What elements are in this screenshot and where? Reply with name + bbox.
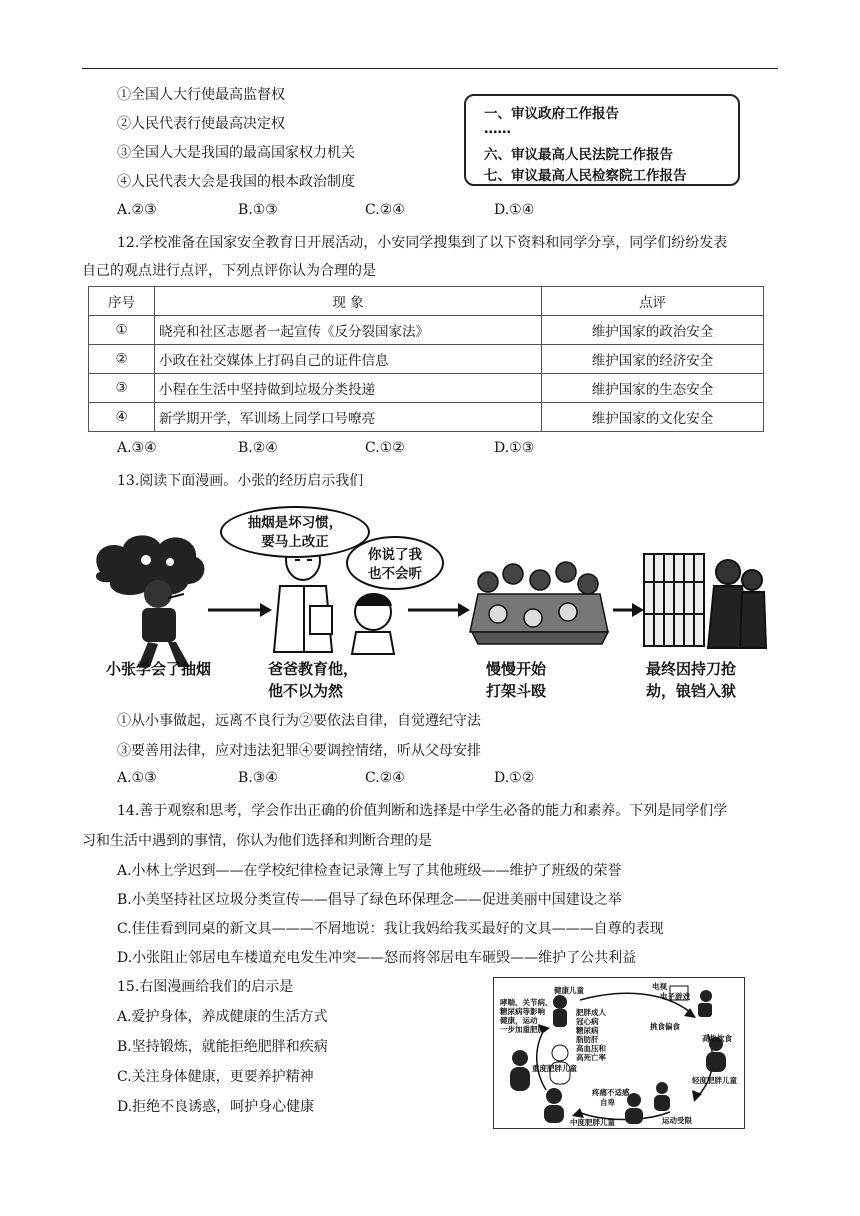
row-phenomenon: 小政在社交媒体上打码自己的证件信息 xyxy=(155,345,542,374)
row-index: ② xyxy=(89,345,155,374)
label-mild: 轻度肥胖儿童 xyxy=(692,1076,737,1085)
label-healthy: 健康儿童 xyxy=(554,986,584,995)
table-header-row xyxy=(89,287,764,316)
caption-panel-1 xyxy=(106,658,211,680)
q11-statement-1: ①全国人大行使最高监督权 xyxy=(117,87,285,103)
adult-line: 肥胖成人 xyxy=(576,1008,606,1017)
adult-line: 高血压和 xyxy=(576,1044,606,1053)
row-index: ① xyxy=(89,316,155,345)
row-phenomenon: 小程在生活中坚持做到垃圾分类投递 xyxy=(155,374,542,403)
option-a[interactable]: A.③④ xyxy=(117,440,157,456)
label-inferior: 自卑 xyxy=(600,1098,615,1107)
q11-statement-3: ③全国人大是我国的最高国家权力机关 xyxy=(117,145,355,161)
q12-table xyxy=(88,286,764,432)
label-picky: 挑食偏食 xyxy=(650,1022,680,1031)
son-figure xyxy=(352,594,394,654)
adult-line: 高死亡率 xyxy=(576,1053,606,1062)
adult-line: 冠心病 xyxy=(576,1017,599,1026)
option-d[interactable]: D.①④ xyxy=(494,202,535,218)
top-rule xyxy=(82,68,778,69)
fighting-crowd-figures xyxy=(470,562,608,644)
option-b[interactable]: B.小美坚持社区垃圾分类宣传——倡导了绿色环保理念——促进美丽中国建设之举 xyxy=(117,892,622,908)
q12-stem-line2: 自己的观点进行点评，下列点评你认为合理的是 xyxy=(82,263,376,279)
q14-stem-line2: 习和生活中遇到的事情，你认为他们选择和判断合理的是 xyxy=(82,833,432,849)
q11-statement-2: ②人民代表行使最高决定权 xyxy=(117,116,285,132)
row-index: ④ xyxy=(89,403,155,432)
row-comment: 维护国家的经济安全 xyxy=(542,345,764,374)
option-d[interactable]: D.①③ xyxy=(494,440,535,456)
agenda-line: 一、审议政府工作报告 xyxy=(484,106,619,122)
option-c[interactable]: C.佳佳看到同桌的新文具———不屑地说：我让我妈给我买最好的文具———自尊的表现 xyxy=(117,921,664,937)
label-left-lines xyxy=(500,998,553,1034)
label-tv: 电视 xyxy=(652,982,667,991)
option-a[interactable]: A.爱护身体，养成健康的生活方式 xyxy=(117,1009,328,1025)
option-a[interactable]: A.小林上学迟到——在学校纪律检查记录簿上写了其他班级——维护了班级的荣誉 xyxy=(117,863,622,879)
label-adult-lines xyxy=(576,1008,606,1062)
header-comment: 点评 xyxy=(542,287,764,316)
prison-scene xyxy=(644,554,766,648)
label-games: 电子游戏 xyxy=(660,992,690,1001)
adult-line: 脂肪肝 xyxy=(576,1035,599,1044)
caption-panel-2 xyxy=(268,658,358,702)
q11-statement-4: ④人民代表大会是我国的根本政治制度 xyxy=(117,174,355,190)
caption-line: 小张学会了抽烟 xyxy=(106,660,212,678)
q14-stem-line1: 14.善于观察和思考，学会作出正确的价值判断和选择是中学生必备的能力和素养。下列是同学们学 xyxy=(117,803,728,819)
option-d[interactable]: D.拒绝不良诱惑，呵护身心健康 xyxy=(117,1099,315,1115)
bubble-line: 你说了我 xyxy=(368,547,422,563)
caption-line: 他不以为然 xyxy=(268,682,344,700)
q11-agenda-box xyxy=(464,94,740,186)
option-c[interactable]: C.关注身体健康，更要养护精神 xyxy=(117,1069,314,1085)
left-line: 糖尿病等影响 xyxy=(500,1007,545,1016)
caption-line: 慢慢开始 xyxy=(486,660,547,678)
son-speech-bubble xyxy=(346,536,444,590)
smoking-boy-figure xyxy=(96,535,204,667)
bubble-line: 要马上改正 xyxy=(261,534,329,550)
option-a[interactable]: A.②③ xyxy=(117,202,157,218)
row-comment: 维护国家的生态安全 xyxy=(542,374,764,403)
label-teased: 疼痛不适感 xyxy=(592,1088,630,1097)
q13-stem: 13.阅读下面漫画。小张的经历启示我们 xyxy=(117,473,364,489)
bubble-line: 抽烟是坏习惯， xyxy=(247,515,343,531)
caption-line: 劫，锒铛入狱 xyxy=(646,682,737,700)
option-a[interactable]: A.①③ xyxy=(117,770,157,786)
option-d[interactable]: D.①② xyxy=(494,770,535,786)
caption-panel-3 xyxy=(486,658,546,702)
q12-stem-line1: 12.学校准备在国家安全教育日开展活动，小安同学搜集到了以下资料和同学分享，同学们纷纷发表 xyxy=(117,235,728,251)
left-line: 哮喘、关节病、 xyxy=(500,998,553,1007)
table-row xyxy=(89,345,764,374)
left-line: 一步加重肥胖 xyxy=(500,1025,545,1034)
agenda-line: 七、审议最高人民检察院工作报告 xyxy=(484,168,687,184)
option-b[interactable]: B.①③ xyxy=(238,202,278,218)
caption-line: 打架斗殴 xyxy=(486,682,547,700)
label-no-exercise: 运动受限 xyxy=(662,1116,692,1125)
left-line: 健康，运动 xyxy=(500,1016,538,1025)
caption-panel-4 xyxy=(646,658,736,702)
option-c[interactable]: C.②④ xyxy=(365,770,405,786)
table-row xyxy=(89,316,764,345)
q13-comic-strip xyxy=(88,502,768,702)
q15-obesity-cycle-cartoon xyxy=(493,977,745,1129)
q15-stem: 15.右图漫画给我们的启示是 xyxy=(117,979,294,995)
label-high-cal: 高热饮食 xyxy=(702,1034,732,1043)
table-row xyxy=(89,374,764,403)
caption-line: 爸爸教育他， xyxy=(268,660,359,678)
label-moderate: 中度肥胖儿童 xyxy=(570,1118,615,1127)
q13-statements-line1: ①从小事做起，远离不良行为②要依法自律，自觉遵纪守法 xyxy=(117,713,481,729)
agenda-line: 六、审议最高人民法院工作报告 xyxy=(484,147,673,163)
q13-statements-line2: ③要善用法律，应对违法犯罪④要调控情绪，听从父母安排 xyxy=(117,743,481,759)
agenda-line: …… xyxy=(484,121,511,137)
table-row xyxy=(89,403,764,432)
option-c[interactable]: C.②④ xyxy=(365,202,405,218)
row-index: ③ xyxy=(89,374,155,403)
row-comment: 维护国家的文化安全 xyxy=(542,403,764,432)
option-c[interactable]: C.①② xyxy=(365,440,405,456)
header-index: 序号 xyxy=(89,287,155,316)
row-phenomenon: 晓亮和社区志愿者一起宣传《反分裂国家法》 xyxy=(155,316,542,345)
adult-line: 糖尿病 xyxy=(576,1026,599,1035)
row-comment: 维护国家的政治安全 xyxy=(542,316,764,345)
caption-line: 最终因持刀抢 xyxy=(646,660,737,678)
option-b[interactable]: B.③④ xyxy=(238,770,278,786)
option-b[interactable]: B.②④ xyxy=(238,440,278,456)
bubble-line: 也不会听 xyxy=(368,566,422,582)
header-phenomenon: 现 象 xyxy=(155,287,542,316)
label-severe: 重度肥胖儿童 xyxy=(532,1064,577,1073)
row-phenomenon: 新学期开学，军训场上同学口号嘹亮 xyxy=(155,403,542,432)
option-d[interactable]: D.小张阻止邻居电车楼道充电发生冲突——怒而将邻居电车砸毁——维护了公共利益 xyxy=(117,950,637,966)
option-b[interactable]: B.坚持锻炼，就能拒绝肥胖和疾病 xyxy=(117,1039,328,1055)
